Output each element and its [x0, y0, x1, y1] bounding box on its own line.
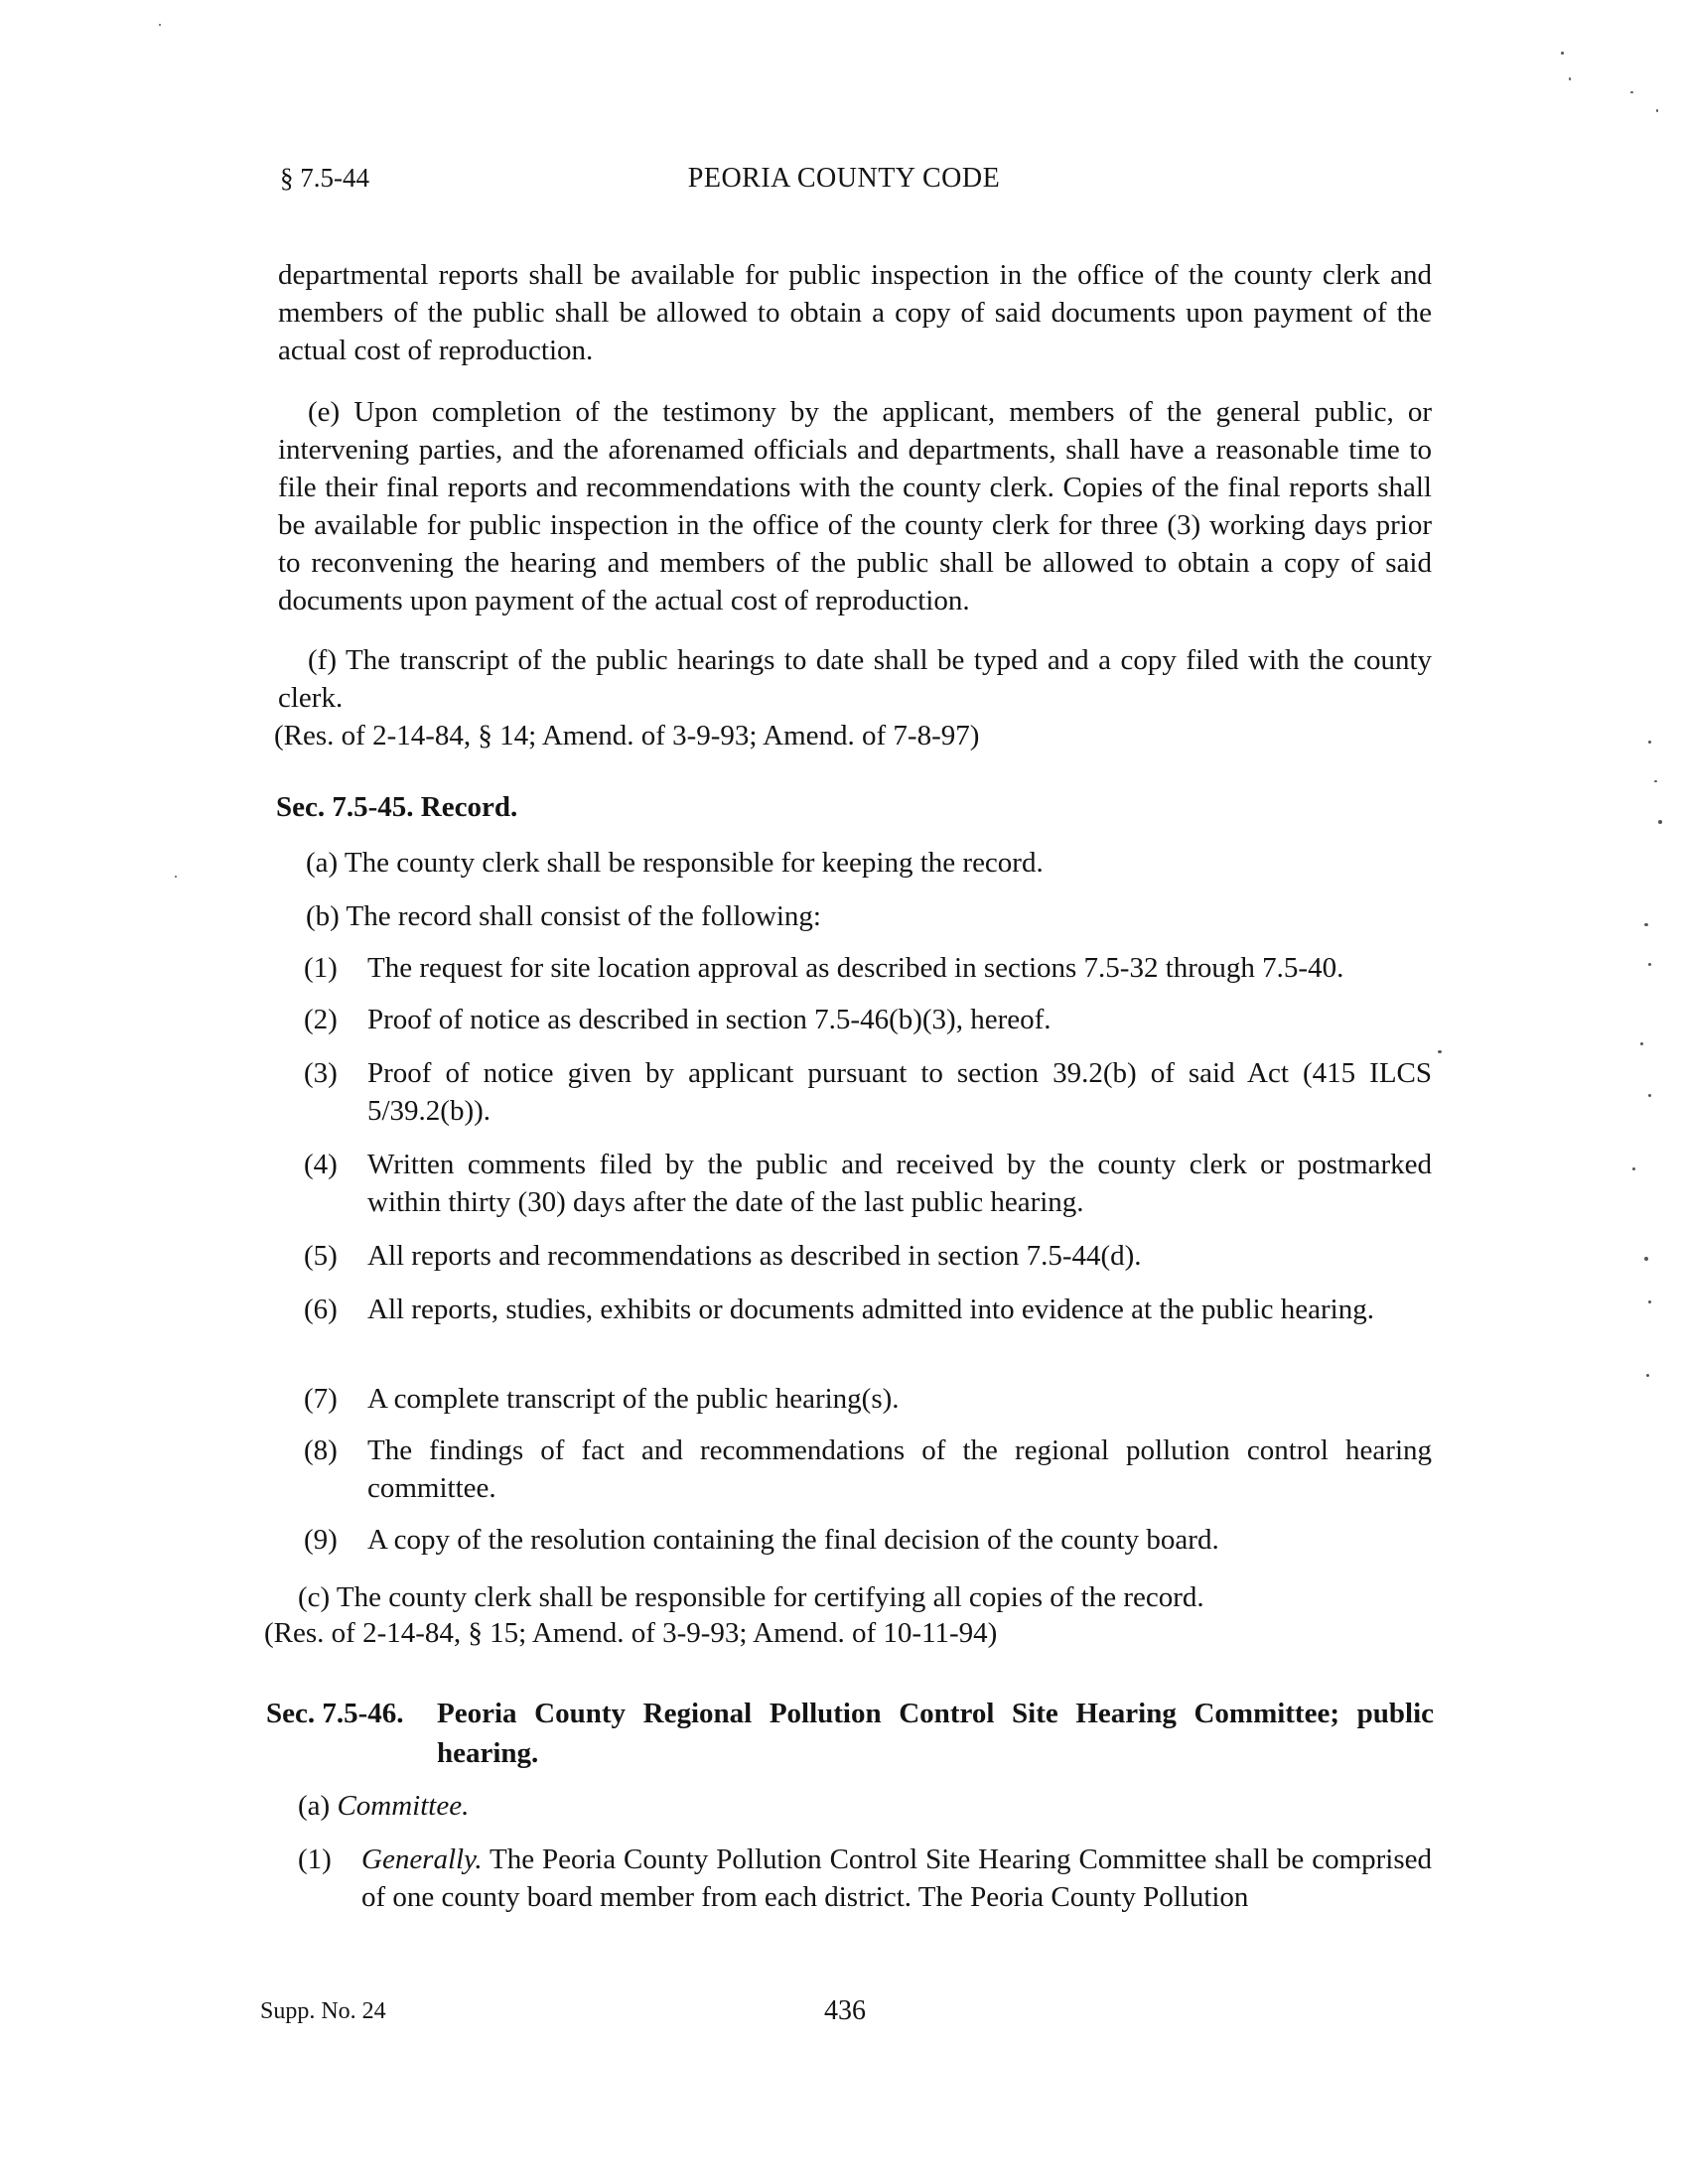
list-item-text: A complete transcript of the public hearing(s). [367, 1383, 900, 1415]
subsection-title: Committee. [337, 1790, 470, 1822]
subsection-a-committee [298, 1787, 469, 1825]
section-label: Sec. 7.5-46. [266, 1698, 404, 1729]
header-title: PEORIA COUNTY CODE [687, 163, 1001, 194]
list-item-number: (2) [304, 1004, 338, 1035]
list-item-number: (3) [304, 1057, 338, 1089]
list-item-number: (8) [304, 1434, 338, 1466]
subsection-c: (c) The county clerk shall be responsible for certifying all copies of the record. [298, 1581, 1204, 1613]
footer-page-number: 436 [824, 1995, 866, 2026]
list-item-number: (4) [304, 1149, 338, 1180]
subsection-number: (a) [298, 1790, 331, 1822]
list-item-text: Proof of notice as described in section 7.5-46(b)(3), hereof. [367, 1004, 1052, 1035]
history-note-44: (Res. of 2-14-84, § 14; Amend. of 3-9-93; Amend. of 7-8-97) [274, 720, 980, 751]
subsection-a: (a) The county clerk shall be responsible for keeping the record. [306, 847, 1044, 879]
list-item-text: All reports and recommendations as described in section 7.5-44(d). [367, 1240, 1142, 1272]
paragraph-e: (e) Upon completion of the testimony by the applicant, members of the general public, or intervening parties, and the aforenamed officials and departments, shall have a reasonable time to file their final reports and recommendations with the county clerk. Copies of the final reports shall be available for public inspection in the office of the county clerk for three (3) working days prior to reconvening the hearing and members of the public shall be allowed to obtain a copy of said documents upon payment of the actual cost of reproduction. [278, 396, 1432, 616]
list-item-text: A copy of the resolution containing the final decision of the county board. [367, 1524, 1219, 1556]
section-heading-7-5-45: Sec. 7.5-45. Record. [276, 791, 518, 823]
list-item-number: (1) [298, 1843, 332, 1875]
list-item-number: (6) [304, 1294, 338, 1325]
section-title: Peoria County Regional Pollution Control Site Hearing Committee; public hearing. [437, 1698, 1434, 1769]
paragraph-f: (f) The transcript of the public hearings to date shall be typed and a copy filed with the county clerk. [278, 644, 1432, 714]
list-item-text: Written comments filed by the public and received by the county clerk or postmarked within thirty (30) days after the date of the last public hearing. [367, 1149, 1432, 1218]
list-item-number: (7) [304, 1383, 338, 1415]
list-item-text: The findings of fact and recommendations of the regional pollution control hearing committee. [367, 1434, 1432, 1504]
paragraph-continued: departmental reports shall be available for public inspection in the office of the county clerk and members of the public shall be allowed to obtain a copy of said documents upon payment of the actual cost of reproduction. [278, 259, 1432, 366]
list-item-number: (9) [304, 1524, 338, 1556]
header-section-ref: § 7.5-44 [280, 163, 369, 193]
history-note-45: (Res. of 2-14-84, § 15; Amend. of 3-9-93; Amend. of 10-11-94) [264, 1617, 998, 1649]
list-item-text [361, 1841, 1432, 1916]
list-item-number: (5) [304, 1240, 338, 1272]
subsection-b: (b) The record shall consist of the following: [306, 900, 821, 932]
list-item-text: The request for site location approval as described in sections 7.5-32 through 7.5-40. [367, 952, 1344, 984]
list-item-text: All reports, studies, exhibits or documents admitted into evidence at the public hearing. [367, 1294, 1374, 1325]
list-item-body: The Peoria County Pollution Control Site Hearing Committee shall be comprised of one county board member from each district. The Peoria County Pollution [361, 1843, 1432, 1913]
list-item-text: Proof of notice given by applicant pursuant to section 39.2(b) of said Act (415 ILCS 5/39.2(b)). [367, 1057, 1432, 1127]
list-item-number: (1) [304, 952, 338, 984]
list-item-title: Generally. [361, 1843, 483, 1875]
footer-supplement: Supp. No. 24 [260, 1998, 386, 2024]
